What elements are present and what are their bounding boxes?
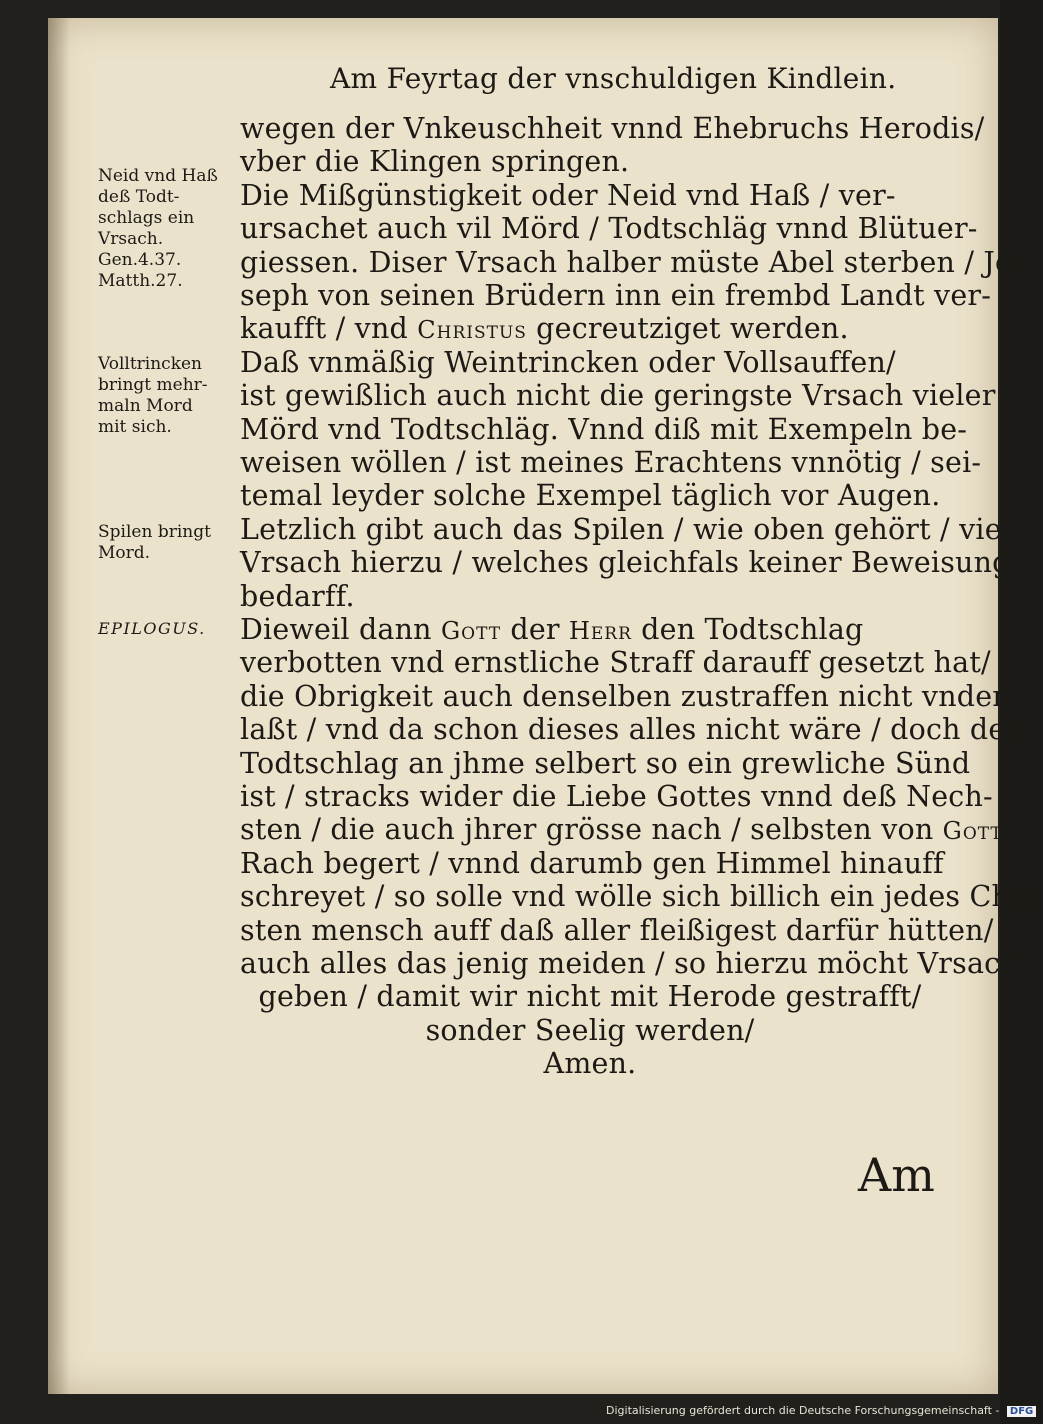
closing-line: geben / damit wir nicht mit Herode gestrafft/ bbox=[258, 980, 922, 1014]
text-line: ist / stracks wider die Liebe Gottes vnnd deß Nech- bbox=[240, 780, 993, 813]
margin-note-line: Gen.4.37. bbox=[98, 250, 182, 270]
text-line: schreyet / so solle vnd wölle sich billich ein jedes Chri- bbox=[240, 880, 1043, 914]
text-line: Letzlich gibt auch das Spilen / wie oben gehört / viel bbox=[240, 512, 1012, 546]
text-line: verbotten vnd ernstliche Straff darauff gesetzt hat/ bbox=[240, 646, 991, 680]
text-line: ursachet auch vil Mörd / Todtschläg vnnd Blütuer- bbox=[240, 212, 978, 246]
dfg-logo: DFG bbox=[1007, 1406, 1036, 1417]
text-segment: gecreutziget werden. bbox=[526, 312, 849, 346]
text-line: Rach begert / vnnd darumb gen Himmel hinauff bbox=[240, 846, 944, 880]
text-segment: der bbox=[501, 613, 569, 646]
text-line bbox=[240, 312, 940, 345]
text-line: temal leyder solche Exempel täglich vor Augen. bbox=[240, 479, 941, 513]
text-line: die Obrigkeit auch denselben zustraffen nicht vnder- bbox=[240, 679, 1016, 713]
text-segment: kaufft / vnd bbox=[240, 312, 418, 346]
text-segment: Dieweil dann bbox=[240, 613, 441, 646]
margin-note-line: Vrsach. bbox=[98, 229, 164, 249]
running-title: Am Feyrtag der vnschuldigen Kindlein. bbox=[330, 62, 897, 95]
text-line: laßt / vnd da schon dieses alles nicht wäre / doch der bbox=[240, 713, 1020, 747]
text-line: Todtschlag an jhme selbert so ein grewliche Sünd bbox=[240, 746, 971, 780]
text-line: Vrsach hierzu / welches gleichfals keiner Beweisung bbox=[240, 546, 1011, 580]
small-caps-word: Gott bbox=[441, 617, 502, 645]
text-segment: sten / die auch jhrer grösse nach / selbsten von bbox=[240, 813, 943, 847]
text-line: vber die Klingen springen. bbox=[240, 145, 630, 179]
text-line: sten mensch auff daß aller fleißigest darfür hütten/ bbox=[240, 913, 994, 947]
margin-note-vollsauffen bbox=[98, 354, 238, 438]
text-line: weisen wöllen / ist meines Erachtens vnnötig / sei- bbox=[240, 446, 982, 479]
text-line bbox=[240, 613, 940, 646]
footer-credit bbox=[606, 1404, 1034, 1422]
catchword: Am bbox=[858, 1148, 935, 1202]
text-line: Mörd vnd Todtschläg. Vnnd diß mit Exempeln be- bbox=[240, 412, 968, 446]
margin-note-line: maln Mord bbox=[98, 396, 193, 416]
margin-note-line: Matth.27. bbox=[98, 271, 183, 291]
text-line: auch alles das jenig meiden / so hierzu möcht Vrsach bbox=[240, 947, 1019, 980]
margin-note-line: Neid vnd Haß bbox=[98, 166, 218, 186]
margin-note-epilogus bbox=[98, 618, 238, 639]
small-caps-word: Christus bbox=[417, 316, 527, 345]
margin-note-line: Volltrincken bbox=[98, 354, 203, 374]
margin-note-line: mit sich. bbox=[98, 417, 172, 437]
page-gutter-shadow bbox=[48, 18, 70, 1394]
text-line: giessen. Diser Vrsach halber müste Abel sterben / Jo- bbox=[240, 245, 1023, 279]
footer-credit-text: Digitalisierung gefördert durch die Deutsche Forschungsgemeinschaft - bbox=[606, 1404, 1000, 1417]
text-segment: den Todtschlag bbox=[631, 613, 864, 646]
closing-line: sonder Seelig werden/ bbox=[425, 1013, 755, 1047]
small-caps-word: Herr bbox=[568, 617, 632, 645]
margin-note-neid bbox=[98, 166, 238, 292]
closing-line: Amen. bbox=[543, 1047, 637, 1081]
small-caps-word: Gott bbox=[942, 817, 1003, 846]
margin-note-line: schlags ein bbox=[98, 208, 195, 228]
text-line: Die Mißgünstigkeit oder Neid vnd Haß / ver- bbox=[240, 178, 896, 212]
margin-note-line: Mord. bbox=[98, 543, 151, 563]
text-line: ist gewißlich auch nicht die geringste Vrsach vieler bbox=[240, 379, 996, 413]
margin-note-line: Spilen bringt bbox=[98, 522, 211, 542]
text-line: Daß vnmäßig Weintrincken oder Vollsauffen/ bbox=[240, 345, 896, 379]
text-line: seph von seinen Brüdern inn ein frembd Landt ver- bbox=[240, 279, 992, 312]
margin-note-line: EPILOGUS. bbox=[98, 619, 206, 638]
text-line: bedarff. bbox=[240, 579, 355, 613]
text-line: wegen der Vnkeuschheit vnnd Ehebruchs Herodis/ bbox=[240, 112, 985, 145]
margin-note-line: bringt mehr- bbox=[98, 375, 208, 395]
text-line bbox=[240, 813, 1003, 847]
margin-note-spilen bbox=[98, 522, 238, 564]
margin-note-line: deß Todt- bbox=[98, 187, 180, 207]
